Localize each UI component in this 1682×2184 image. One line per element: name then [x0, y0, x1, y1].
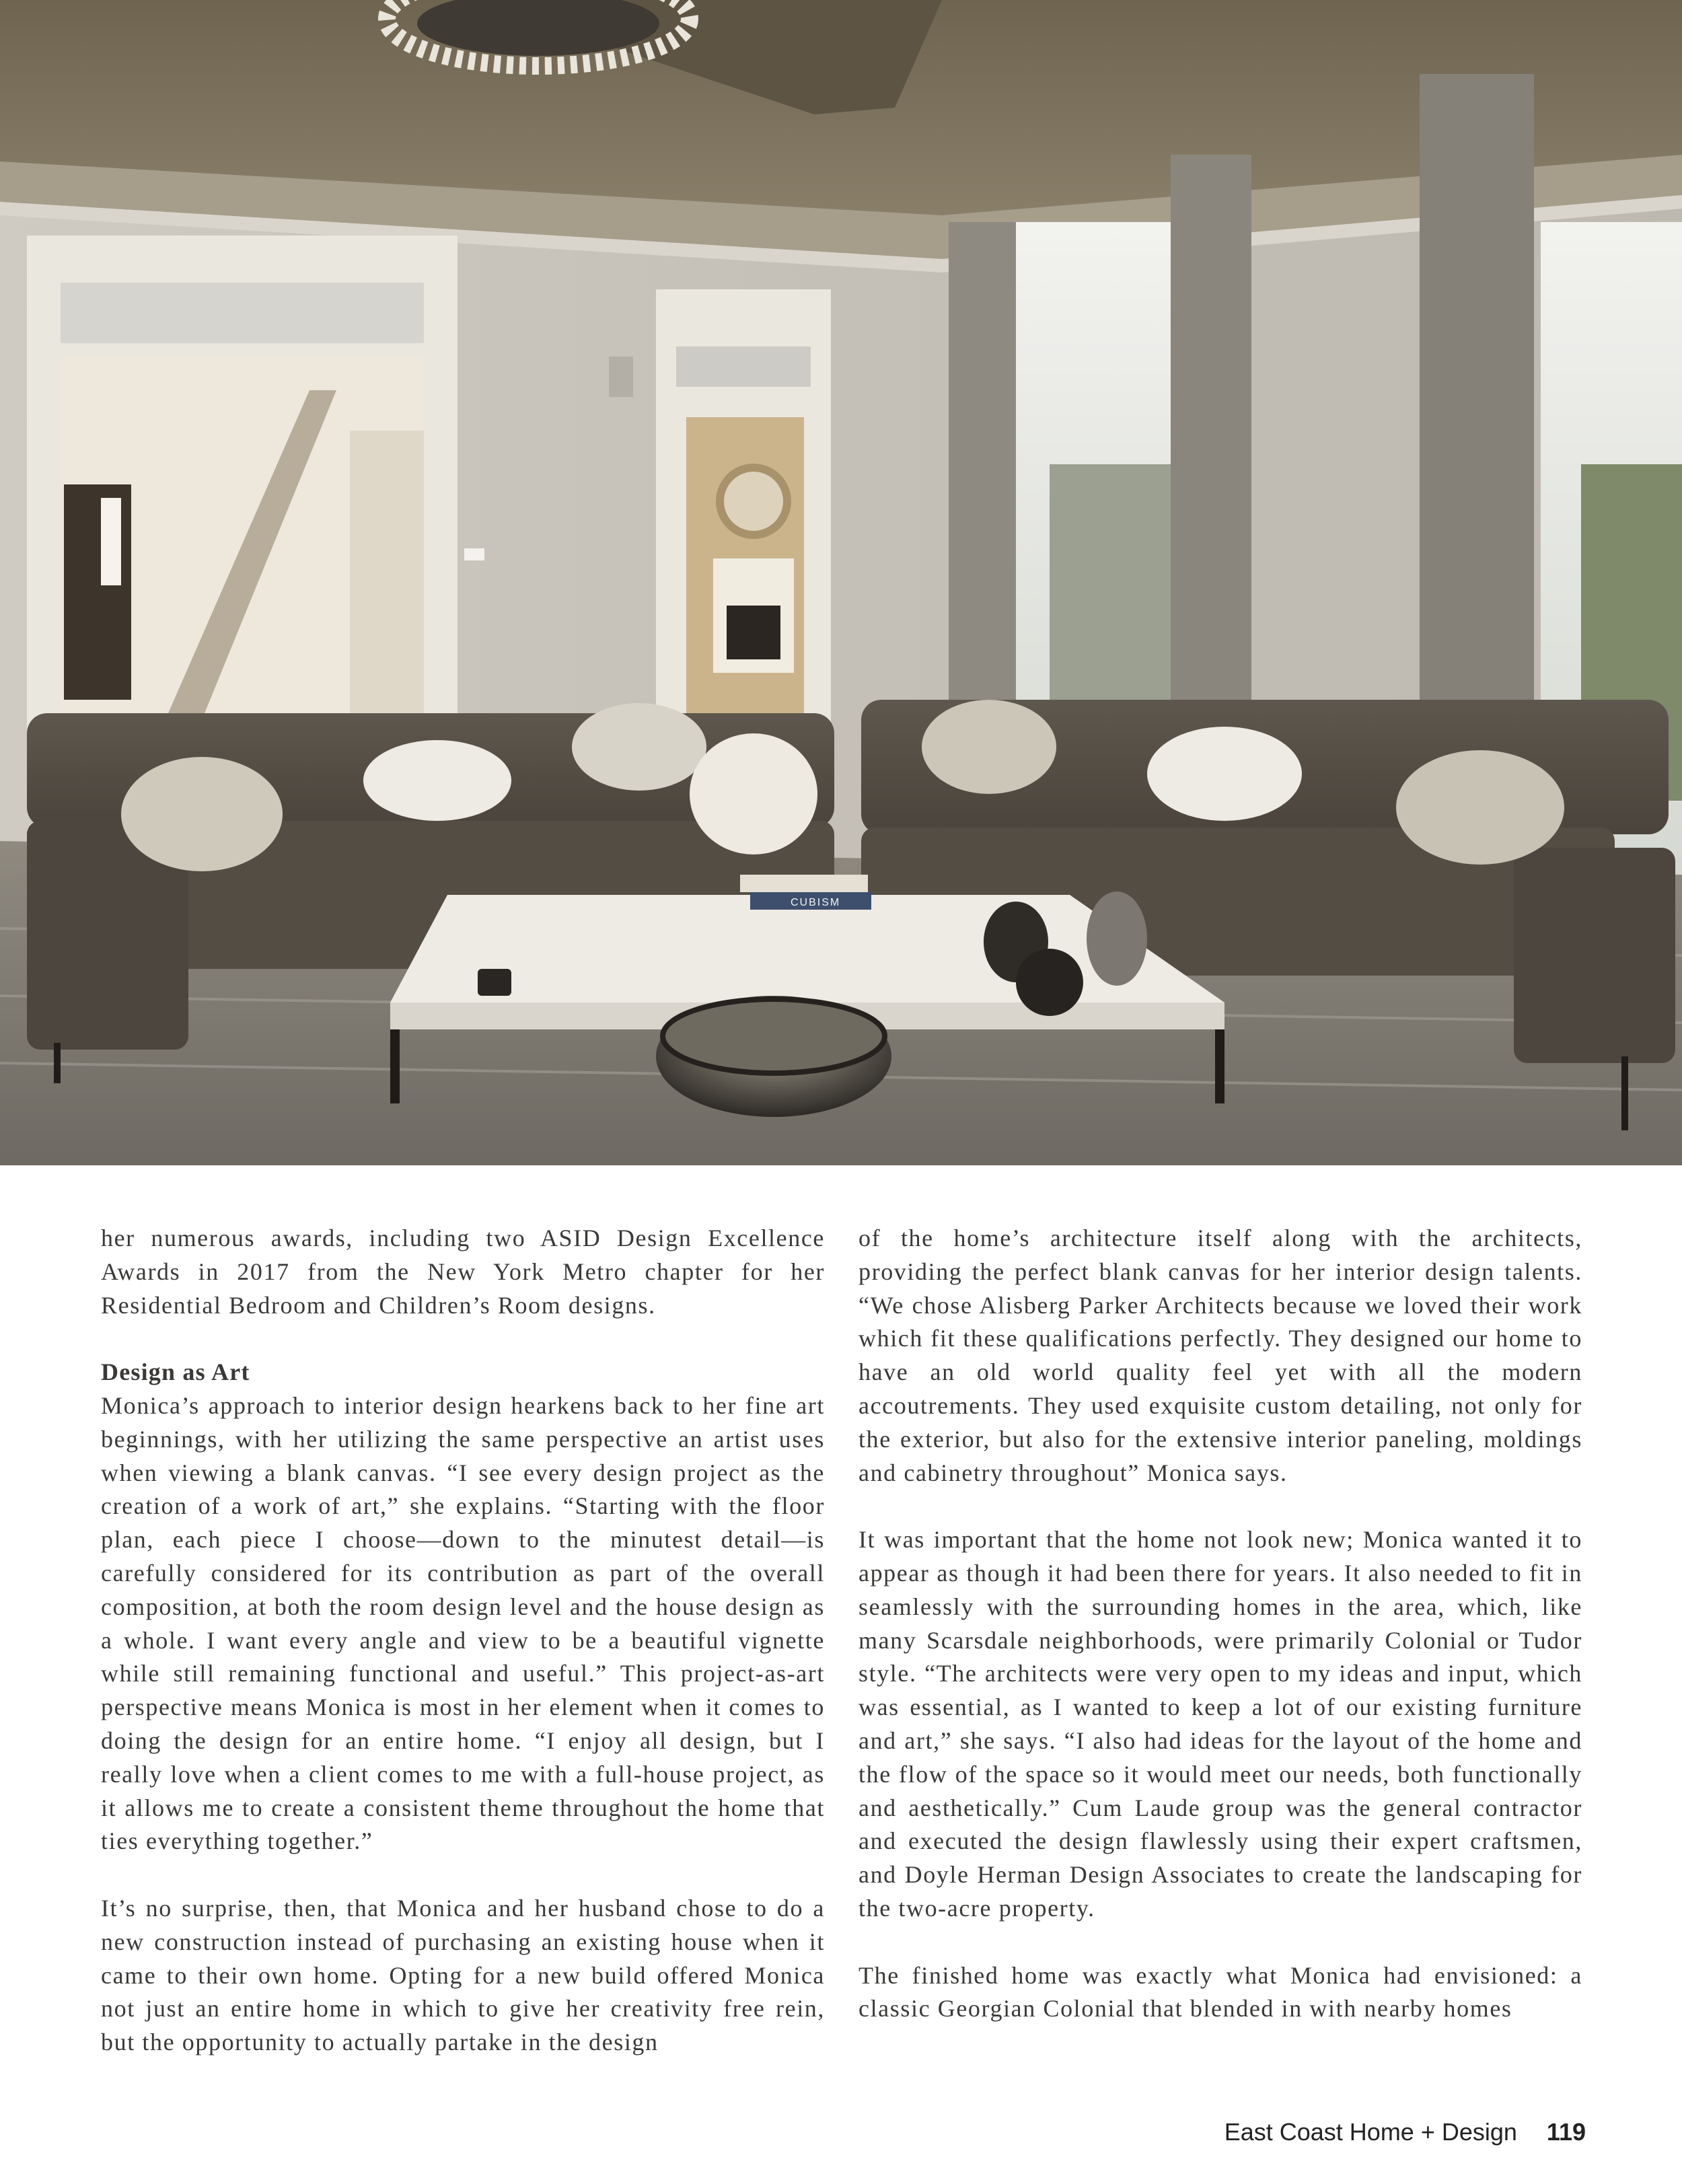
left-column: [101, 1222, 825, 2060]
article-body: [101, 1222, 1582, 2056]
left-section: [101, 1356, 825, 1858]
publication-name: East Coast Home + Design: [1224, 2118, 1517, 2146]
left-paragraph-3: It’s no surprise, then, that Monica and her husband chose to do a new construction instead of purchasing an existing house when it came to their own home. Opting for a new build offered Monica not just an entire home in which to give her creativity free rein, but the opportunity to actually partake in the design: [101, 1894, 825, 2056]
right-paragraph-3: The finished home was exactly what Monica had envisioned: a classic Georgian Colonial that blended in with nearby homes: [858, 1961, 1582, 2023]
page-footer: [1224, 2118, 1586, 2146]
left-paragraph-2: Monica’s approach to interior design hearkens back to her fine art beginnings, with her utilizing the same perspective an artist uses when viewing a blank canvas. “I see every design project as the creation of a work of art,” she explains. “Starting with the floor plan, each piece I choose—down to the minutest detail—is carefully considered for its contribution as part of the overall composition, at both the room design level and the house design as a whole. I want every angle and view to be a beautiful vignette while still remaining functional and useful.” This project-as-art perspective means Monica is most in her element when it comes to doing the design for an entire home. “I enjoy all design, but I really love when a client comes to me with a full-house project, as it allows me to create a consistent theme throughout the home that ties everything together.”: [101, 1391, 825, 1855]
subhead-design-as-art: Design as Art: [101, 1358, 250, 1386]
right-paragraph-1: of the home’s architecture itself along with the architects, providing the perfect blank canvas for her interior design talents. “We chose Alisberg Parker Architects because we loved their work which fit these qualifications perfectly. They designed our home to have an old world quality feel yet with all the modern accoutrements. They used exquisite custom detailing, not only for the exterior, but also for the extensive interior paneling, moldings and cabinetry throughout” Monica says.: [858, 1225, 1582, 1486]
right-column: [858, 1222, 1582, 2026]
book-spine-text: CUBISM: [791, 897, 841, 908]
page-number: 119: [1546, 2118, 1586, 2146]
left-paragraph-1: her numerous awards, including two ASID Design Excellence Awards in 2017 from the New York Metro chapter for her Residential Bedroom and Children’s Room designs.: [101, 1225, 825, 1319]
right-paragraph-2: It was important that the home not look new; Monica wanted it to appear as though it had been there for years. It also needed to fit in seamlessly with the surrounding homes in the area, which, like many Scarsdale neighborhoods, were primarily Colonial or Tudor style. “The architects were very open to my ideas and input, which was essential, as I wanted to keep a lot of our existing furniture and art,” she says. “I also had ideas for the layout of the home and the flow of the space so it would meet our needs, both functionally and aesthetically.” Cum Laude group was the general contractor and executed the design flawlessly using their expert craftsmen, and Doyle Herman Design Associates to create the landscaping for the two-acre property.: [858, 1526, 1582, 1922]
